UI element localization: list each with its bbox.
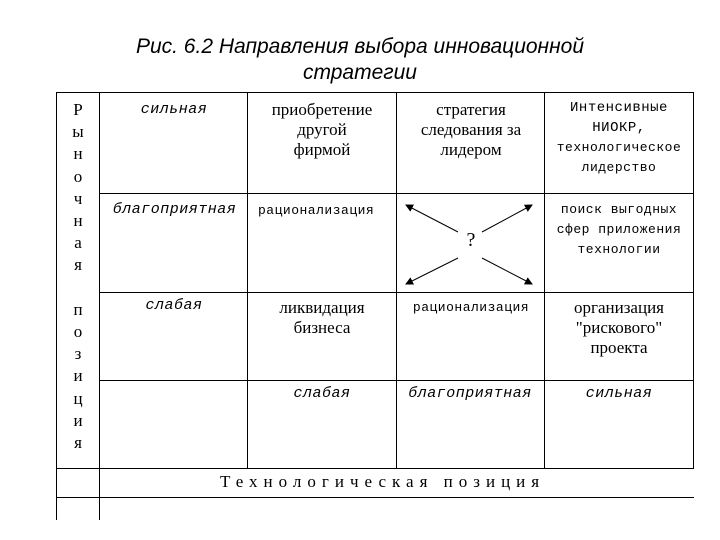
row-axis-letter: п (73, 299, 83, 319)
cell-text: следования за (420, 120, 522, 139)
row-label-favorable: благоприятная (112, 201, 237, 218)
cell-text: фирмой (293, 140, 351, 159)
row-axis-letter: и (73, 366, 83, 386)
cell-text: технологии (577, 242, 661, 257)
row-axis-letter: з (74, 344, 82, 364)
row-axis-letter: и (73, 410, 83, 430)
arrow-to-bottom-left (406, 258, 458, 284)
cell-text: организация (574, 298, 664, 317)
row-axis-letter: я (74, 255, 82, 275)
cell-text: ликвидация (279, 298, 365, 317)
arrow-to-bottom-right (482, 258, 532, 284)
row-axis-letter: н (73, 211, 83, 230)
figure-title-line-1: Рис. 6.2 Направления выбора инновационной (135, 35, 585, 58)
col-label-strong: сильная (585, 385, 653, 402)
row-axis-letter: о (73, 166, 83, 186)
row-axis-letter: а (74, 233, 82, 253)
row-axis-letter: ц (73, 388, 83, 408)
cell-text: бизнеса (293, 318, 351, 337)
row-axis-letter: о (73, 322, 83, 341)
arrow-to-top-right (482, 205, 532, 232)
figure-title-line-2: стратегии (302, 61, 417, 84)
row-axis-letter: ч (73, 188, 83, 208)
cell-text: рационализация (412, 300, 530, 315)
row-axis-letter: н (73, 144, 83, 164)
row-label-weak: слабая (145, 297, 203, 314)
cell-text: сфер приложения (556, 222, 682, 237)
cell-text: стратегия (436, 100, 506, 119)
cell-text: приобретение (271, 100, 373, 119)
col-label-weak: слабая (293, 385, 351, 402)
cell-text: поиск выгодных (560, 202, 678, 217)
row-label-strong: сильная (140, 101, 208, 118)
row-axis-letter: ы (72, 122, 84, 142)
cell-text: рационализация (258, 203, 375, 218)
cell-text: лидерство (581, 160, 657, 175)
arrow-to-top-left (406, 205, 458, 232)
cell-text: проекта (590, 338, 648, 357)
cell-text: технологическое (556, 140, 682, 155)
question-mark: ? (466, 229, 476, 251)
col-label-favorable: благоприятная (408, 385, 532, 402)
row-axis-letter: Р (73, 100, 83, 119)
row-axis-letter: я (74, 433, 82, 452)
cell-text: лидером (440, 140, 502, 159)
cell-text: Интенсивные (570, 100, 668, 116)
cell-text: НИОКР, (592, 120, 646, 136)
cell-text: "рискового" (575, 318, 663, 337)
cell-text: другой (297, 120, 347, 139)
x-axis-label: Технологическая позиция (220, 472, 546, 491)
